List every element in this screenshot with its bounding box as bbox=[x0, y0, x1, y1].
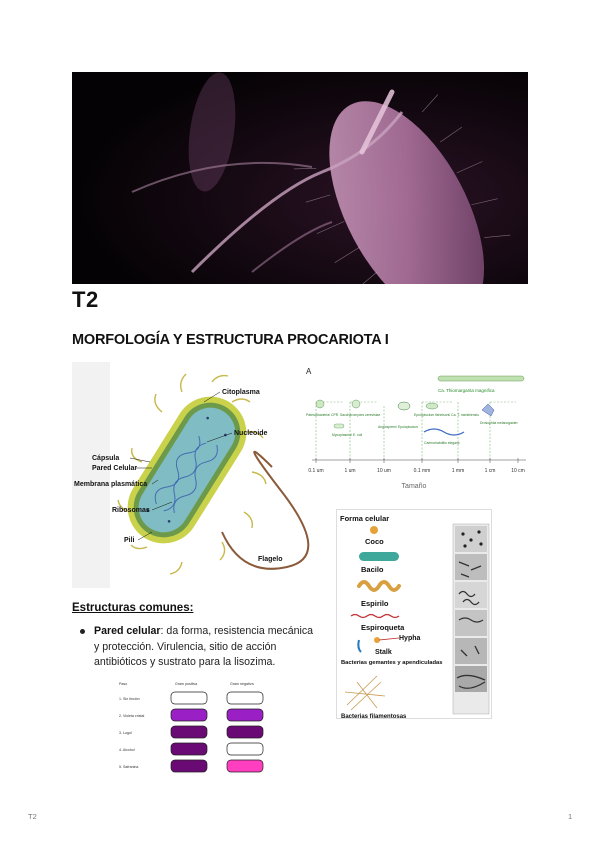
thiomargarita-label: Ca. Thiomargarita magnifica bbox=[438, 388, 495, 393]
stain-step-label: 3. Lugol bbox=[119, 731, 132, 735]
form-hypha: Hypha bbox=[399, 635, 421, 642]
label-flagelo: Flagelo bbox=[258, 556, 283, 563]
stain-step-label: 1. Sin tinción bbox=[119, 697, 140, 701]
form-espiroqueta: Espiroqueta bbox=[361, 623, 405, 632]
stain-swatch-neg bbox=[227, 760, 263, 772]
tick-4: 1 mm bbox=[451, 468, 465, 474]
stain-swatch-pos bbox=[171, 709, 207, 721]
stain-swatch-pos bbox=[171, 726, 207, 738]
page-title: T2 bbox=[72, 287, 99, 312]
stain-swatch-neg bbox=[227, 743, 263, 755]
stain-step-label: 2. Violeta cristal bbox=[119, 714, 145, 718]
organism-0: Patescibacteria/ CPR bbox=[306, 413, 339, 417]
structures-heading: Estructuras comunes: bbox=[72, 602, 194, 614]
label-ribosomas: Ribosomas bbox=[112, 507, 150, 514]
structures-list bbox=[78, 624, 318, 671]
form-filamentosas: Bacterias filamentosas bbox=[341, 714, 407, 719]
organism-6: Angiosperm/ Epulopiscium bbox=[378, 425, 419, 429]
label-capsula: Cápsula bbox=[92, 455, 120, 462]
form-gemantes: Bacterias gemantes y apendiculadas bbox=[341, 660, 443, 666]
label-nucleoide: Nucleoide bbox=[234, 430, 268, 437]
stain-step-label: 5. Safranina bbox=[119, 765, 139, 769]
gram-stain-table bbox=[115, 678, 273, 774]
label-citoplasma: Citoplasma bbox=[222, 389, 260, 396]
stain-header-step: Paso bbox=[119, 682, 128, 686]
micrograph-strip bbox=[453, 524, 489, 714]
stain-swatch-pos bbox=[171, 760, 207, 772]
footer-page-label: T2 bbox=[28, 812, 37, 821]
tick-0: 0.1 um bbox=[308, 468, 324, 474]
organism-1: Saccharomyces cerevisiae bbox=[340, 413, 381, 417]
organism-2: Mycoplasma/ E. coli bbox=[332, 433, 363, 437]
forms-heading: Forma celular bbox=[340, 514, 390, 523]
stain-swatch-pos bbox=[171, 692, 207, 704]
term-pared-celular: Pared celular bbox=[94, 625, 161, 637]
tick-5: 1 cm bbox=[484, 468, 496, 474]
stain-header-pos: Gram positiva bbox=[175, 682, 198, 686]
tick-1: 1 um bbox=[344, 468, 356, 474]
label-membrana: Membrana plasmática bbox=[74, 481, 148, 488]
form-espirilo: Espirilo bbox=[361, 599, 389, 608]
organism-5: Drosophila melanogaster bbox=[480, 421, 518, 425]
stain-swatch-neg bbox=[227, 726, 263, 738]
organism-3: Epulopiscium fishelsoni/ Ca. T. namibiensis bbox=[414, 413, 479, 417]
panel-letter: A bbox=[306, 367, 312, 376]
label-pared-celular: Pared Celular bbox=[92, 465, 138, 472]
axis-label: Tamaño bbox=[401, 483, 427, 490]
stain-swatch-pos bbox=[171, 743, 207, 755]
stain-header-neg: Gram negativa bbox=[230, 682, 254, 686]
term-description: : da forma, resistencia mecánica y protección. Virulencia, sitio de acción antibióticos y sustrato para la lisozima. bbox=[94, 625, 314, 668]
organism-4: Caenorhabditis elegans bbox=[424, 441, 460, 445]
tick-2: 10 um bbox=[377, 468, 391, 474]
cell-forms-figure bbox=[336, 509, 492, 719]
section-subtitle: MORFOLOGÍA Y ESTRUCTURA PROCARIOTA I bbox=[72, 332, 389, 348]
prokaryotic-cell-diagram bbox=[72, 362, 312, 588]
form-bacilo: Bacilo bbox=[361, 565, 384, 574]
size-scale-figure bbox=[304, 362, 530, 498]
tick-6: 10 cm bbox=[511, 468, 525, 474]
form-coco: Coco bbox=[365, 537, 384, 546]
stain-swatch-neg bbox=[227, 709, 263, 721]
hero-bacteria-image bbox=[72, 72, 528, 284]
list-item bbox=[78, 624, 318, 671]
stain-swatch-neg bbox=[227, 692, 263, 704]
stain-step-label: 4. Alcohol bbox=[119, 748, 135, 752]
footer-page-number: 1 bbox=[568, 812, 573, 821]
form-stalk: Stalk bbox=[375, 649, 392, 656]
label-pili: Pili bbox=[124, 537, 135, 544]
tick-3: 0.1 mm bbox=[413, 468, 431, 474]
